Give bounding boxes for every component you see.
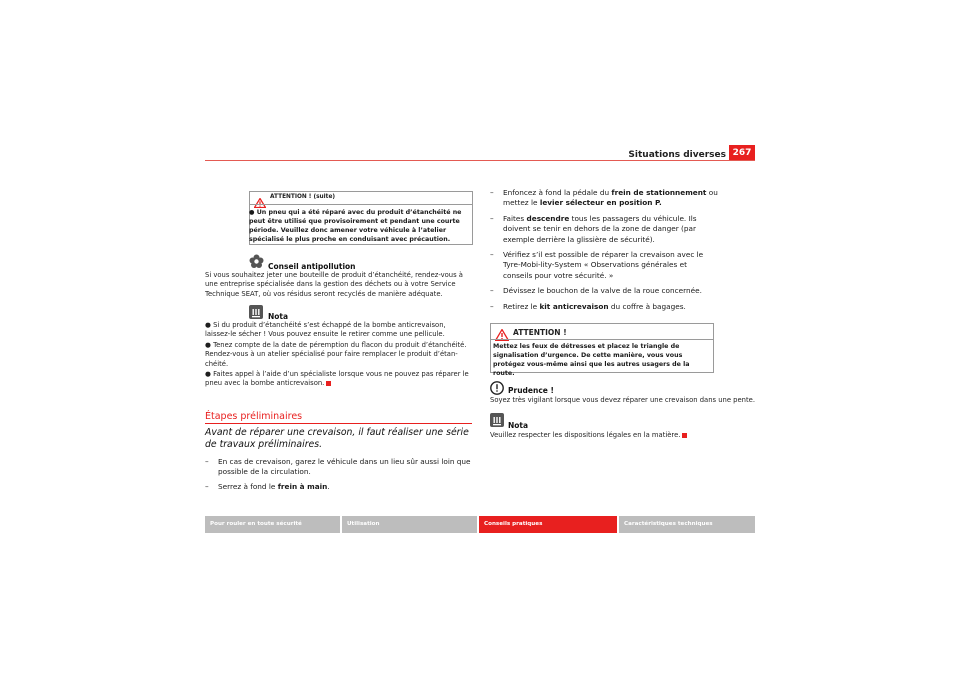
caution-icon (490, 380, 504, 394)
nota-icon (249, 305, 263, 319)
section-heading: Étapes préliminaires (205, 411, 303, 422)
step-passengers-out: – Faites descendre tous les passagers du véhicule. Ils doivent se tenir en dehors de la zone de danger (par exemple derrière la glissière de sécurité). (490, 214, 697, 244)
nota-icon (490, 413, 504, 427)
box-divider (491, 339, 713, 340)
section-heading-rule (205, 423, 472, 424)
page-number: 267 (729, 145, 755, 161)
tab-utilisation[interactable]: Utilisation (342, 516, 477, 533)
attention-continued-box (249, 191, 473, 245)
step-remove-kit: – Retirez le kit anticrevaison du coffre à bagages. (490, 302, 686, 311)
step-handbrake: – Serrez à fond le frein à main. (205, 482, 330, 491)
step-valve-cap: – Dévissez le bouchon de la valve de la roue concernée. (490, 286, 702, 295)
attention-continued-heading: ATTENTION ! (suite) (270, 194, 336, 200)
nota-bullet-2: ● Tenez compte de la date de péremption du flacon du produit d’étanchéité. Rendez-vous à un atelier spécialisé pour faire remplacer le produit d’étan-chéité. (205, 341, 467, 368)
env-tip-body: Si vous souhaitez jeter une bouteille de produit d’étanchéité, rendez-vous à une entreprise spécialisée dans la gestion des déchets ou à votre Service Technique SEAT, où vos résidus seront recyclés de manière adéquate. (205, 271, 463, 298)
section-intro: Avant de réparer une crevaison, il faut réaliser une série de travaux préliminaires. (205, 427, 469, 450)
bullet-icon: ● (205, 341, 214, 349)
nota-bullet-3: ● Faites appel à l’aide d’un spécialiste lorsque vous ne pouvez pas réparer le pneu avec la bombe anticrevaison. (205, 370, 469, 388)
tab-pour-rouler[interactable]: Pour rouler en toute sécurité (205, 516, 340, 533)
attention-body: Mettez les feux de détresses et placez le triangle de signalisation d’urgence. De cette manière, vous vous protégez vous-même ainsi que les autres usagers de la route. (493, 343, 690, 377)
step-check-tms: – Vérifiez s’il est possible de réparer la crevaison avec le Tyre-Mobi-lity-System « Observations générales et conseils pour votre sécurité. » (490, 250, 704, 280)
box-divider (250, 204, 472, 205)
bullet-icon: ● (249, 209, 257, 216)
bullet-icon: ● (205, 370, 214, 378)
running-header-title: Situations diverses (628, 150, 726, 160)
step-park-safely: – En cas de crevaison, garez le véhicule dans un lieu sûr aussi loin que possible de la circulation. (205, 457, 471, 477)
section-end-mark (682, 433, 687, 438)
prudence-body: Soyez très vigilant lorsque vous devez réparer une crevaison dans une pente. (490, 396, 755, 404)
bullet-icon: ● (205, 321, 214, 329)
env-tip-title: Conseil antipollution (268, 262, 356, 271)
step-parking-brake: – Enfoncez à fond la pédale du frein de stationnement ou mettez le levier sélecteur en position P. (490, 188, 718, 208)
attention-continued-body: ● Un pneu qui a été réparé avec du produit d’étanchéité ne peut être utilisé que provisoirement et pendant une courte période. Veuillez donc amener votre véhicule à l’atelier spécialisé le plus proche en conduisant avec précaution. (249, 209, 462, 243)
warning-triangle-icon (495, 326, 509, 338)
warning-triangle-icon (254, 193, 266, 203)
prudence-title: Prudence ! (508, 386, 554, 395)
nota-body-right: Veuillez respecter les dispositions légales en la matière. (490, 431, 755, 440)
tab-conseils-pratiques[interactable]: Conseils pratiques (479, 516, 617, 533)
attention-box (490, 323, 714, 377)
header-rule (205, 160, 755, 161)
nota-title-right: Nota (508, 421, 529, 430)
nota-title: Nota (268, 312, 289, 321)
section-end-mark (326, 381, 331, 386)
attention-heading: ATTENTION ! (513, 328, 567, 337)
nota-bullet-1: ● Si du produit d’étanchéité s’est échappé de la bombe anticrevaison, laissez-le sécher ! Vous pouvez ensuite le retirer comme une pellicule. (205, 321, 446, 339)
tab-caracteristiques[interactable]: Caractéristiques techniques (619, 516, 755, 533)
flower-env-icon (249, 254, 264, 269)
